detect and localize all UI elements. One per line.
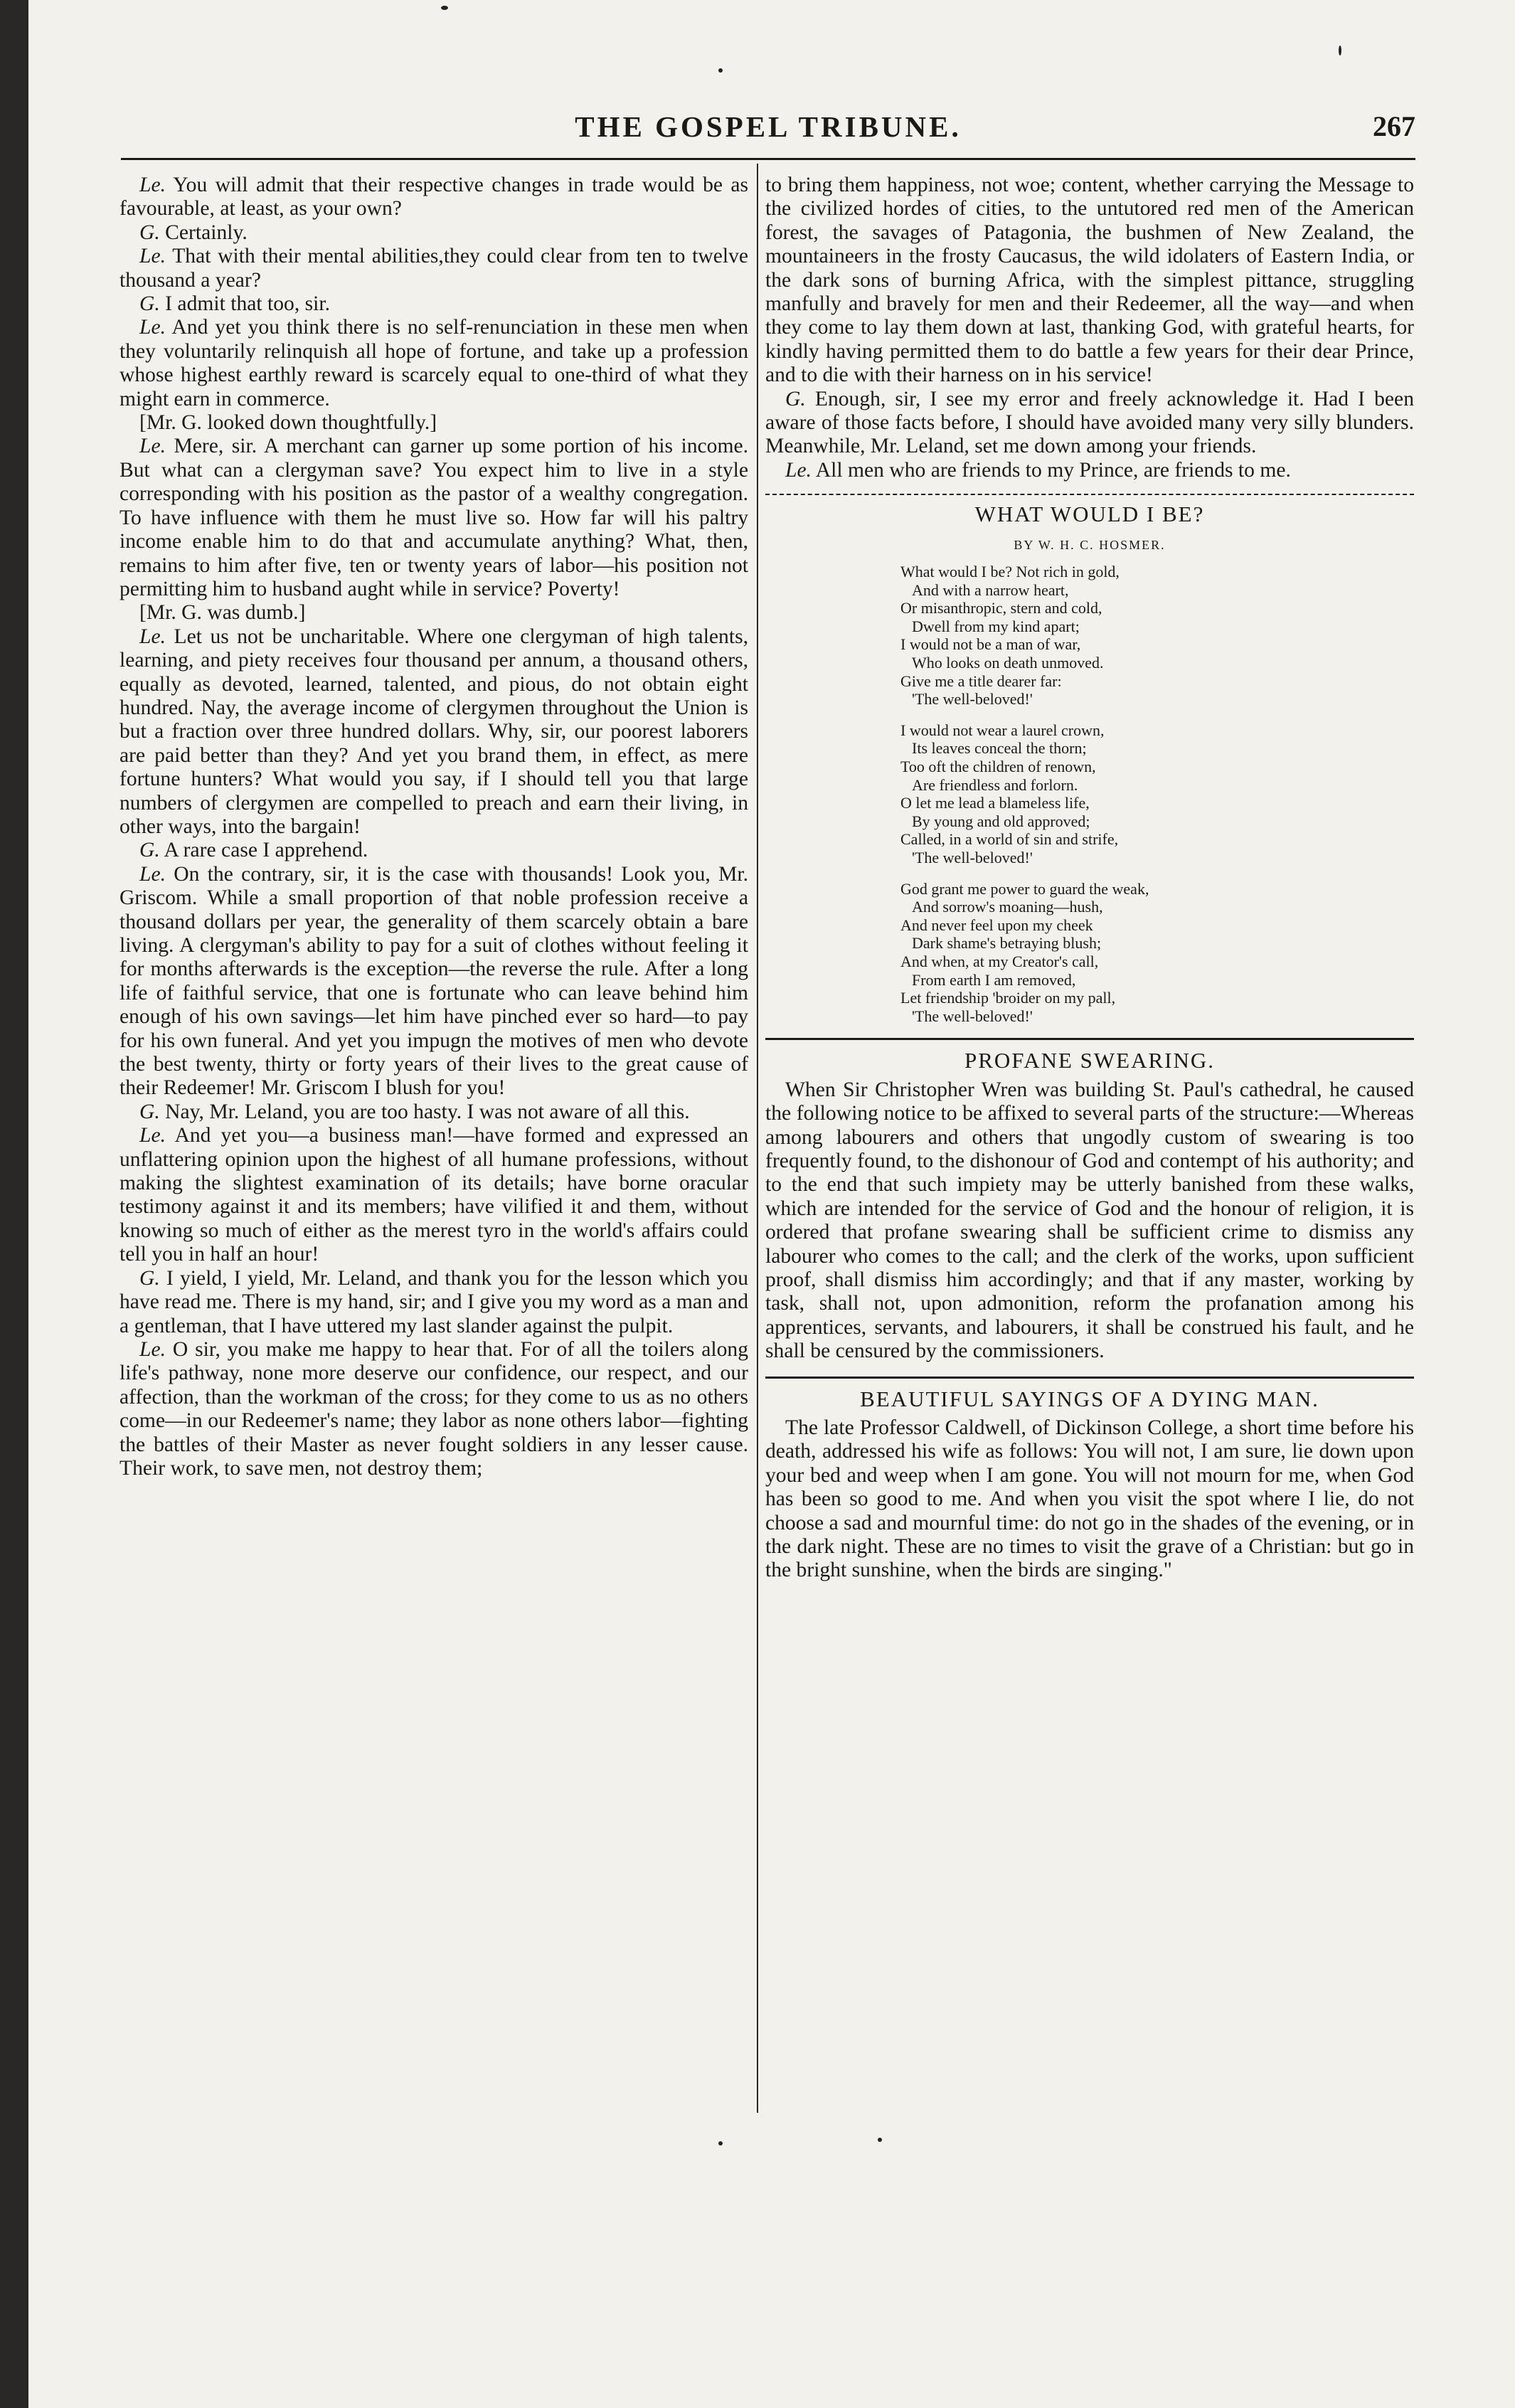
poem-line: Who looks on death unmoved. (912, 654, 1104, 672)
dialogue-text: [Mr. G. looked down thoughtfully.] (139, 411, 437, 435)
poem-body (900, 563, 1414, 1025)
poem-line: 'The well-beloved!' (912, 690, 1033, 709)
binding-edge (0, 0, 28, 2408)
speaker-label: G. (139, 292, 160, 316)
poem-line: From earth I am removed, (912, 970, 1076, 989)
poem-line: 'The well-beloved!' (912, 849, 1033, 866)
poem-line: I would not be a man of war, (900, 635, 1081, 654)
dialogue-text: Enough, sir, I see my error and freely acknowledge it. Had I been aware of those facts before, I should have avoided many very silly blunders. Meanwhile, Mr. Leland, set me down among your friends. (765, 387, 1414, 458)
section-divider (765, 1038, 1414, 1040)
dialogue-text: All men who are friends to my Prince, are friends to me. (812, 458, 1291, 482)
right-column (765, 174, 1414, 1583)
speaker-label: Le. (139, 316, 166, 339)
dialogue-text: And yet you—a business man!—have formed and expressed an unflattering opinion upon the highest of all humane professions, without making the slightest examination of its details; have borne oracular testimony against it and its members; have vilified it and them, without knowing so much of either as the merest tyro in the world's affairs could tell you in half an hour! (119, 1124, 748, 1266)
ink-speck (1339, 46, 1341, 55)
left-column (119, 174, 748, 1480)
poem-line: O let me lead a blameless life, (900, 794, 1090, 812)
speaker-label: Le. (785, 458, 812, 482)
dialogue-paragraph (119, 245, 748, 292)
sayings-body: The late Professor Caldwell, of Dickinson College, a short time before his death, addressed his wife as follows: You will not, I am sure, lie down upon your bed and weep when I am gone. You will not mourn for me, when God has been so good to me. And when you visit the spot where I lie, do not choose a sad and mournful time: do not go in the shades of the evening, or in the dark night. These are no times to visit the grave of a Christian: but go in the bright sunshine, when the birds are singing." (765, 1416, 1414, 1582)
dialogue-text: You will admit that their respective changes in trade would be as favourable, at least, as your own? (119, 174, 748, 221)
poem-line: What would I be? Not rich in gold, (900, 563, 1120, 581)
dialogue-text: I admit that too, sir. (159, 292, 330, 316)
dialogue-paragraph (119, 1124, 748, 1266)
profane-body: When Sir Christopher Wren was building St. Paul's cathedral, he caused the following notice to be affixed to several parts of the structure:—Whereas among labourers and others that ungodly custom of swearing is too frequently found, to the dishonour of God and contempt of his authority; and to the end that such impiety may be utterly banished from these walks, which are intended for the service of God and the honour of religion, it is ordered that profane swearing shall be sufficient crime to dismiss any labourer who comes to the call; and the clerk of the works, upon sufficient proof, shall dismiss him accordingly; and that if any master, working by task, shall not, upon admonition, reform the profanation among his apprentices, servants, and labourers, it shall be construed his fault, and he shall be censured by the commissioners. (765, 1078, 1414, 1363)
poem-line: Or misanthropic, stern and cold, (900, 599, 1102, 617)
speaker-label: G. (139, 1266, 160, 1290)
dialogue-paragraph (119, 411, 748, 435)
poem-line: I would not wear a laurel crown, (900, 721, 1105, 739)
dialogue-paragraph (119, 221, 748, 245)
speaker-label: G. (139, 221, 160, 244)
poem-stanza (900, 721, 1414, 867)
dialogue-text: On the contrary, sir, it is the case with thousands! Look you, Mr. Griscom. While a small proportion of that noble profession receive a thousand dollars per year, the generality of them scarcely obtain a bare living. A clergyman's ability to pay for a suit of clothes without feeling it for months afterwards is the exception—the reverse the rule. After a long life of faithful service, that one is fortunate who can leave behind him enough of his own savings—let him have pinched ever so hard—to pay for his own funeral. And yet you impugn the motives of men who devote the best twenty, thirty or forty years of their lives to the great cause of their Redeemer! Mr. Griscom I blush for you! (119, 862, 748, 1100)
dialogue-paragraph (119, 601, 748, 625)
poem-line: Dwell from my kind apart; (912, 617, 1080, 635)
speaker-label: Le. (139, 625, 166, 648)
dialogue-text: A rare case I apprehend. (159, 839, 368, 862)
profane-title: PROFANE SWEARING. (964, 1048, 1216, 1073)
poem-line: Too oft the children of renown, (900, 758, 1096, 776)
page-header (121, 107, 1415, 157)
sayings-title: BEAUTIFUL SAYINGS OF A DYING MAN. (860, 1386, 1319, 1411)
dialogue-text: Mere, sir. A merchant can garner up some portion of his income. But what can a clergyman save? You expect him to live in a style corresponding with his position as the pastor of a wealthy congregation. To have influence with them he must live so. How far will his paltry income enable him to do that and accumulate anything? What, then, remains to him after five, ten or twenty years of labor—his position not permitting him to husband aught while in service? Poverty! (119, 435, 748, 600)
poem-line: And sorrow's moaning—hush, (912, 898, 1103, 916)
speaker-label: G. (139, 1100, 160, 1123)
poem-line: And with a narrow heart, (912, 580, 1069, 599)
page-number: 267 (1373, 110, 1415, 142)
poem-line: 'The well-beloved!' (912, 1007, 1033, 1025)
section-divider (765, 494, 1414, 495)
speaker-label: Le. (139, 174, 166, 196)
dialogue-paragraph (119, 625, 748, 839)
poem-line: Called, in a world of sin and strife, (900, 830, 1119, 849)
right-dialogue (765, 388, 1414, 483)
header-rule (121, 158, 1415, 160)
speaker-label: G. (785, 387, 806, 410)
dialogue-text: O sir, you make me happy to hear that. For of all the toilers along life's pathway, none more deserve our confidence, our respect, and our affection, than the workman of the cross; for they come to us as no others come—in our Redeemer's name; they labor as none others labor—fighting the battles of their Master as never fought soldiers in any lesser cause. Their work, to save men, not destroy them; (119, 1337, 748, 1480)
ink-speck (718, 68, 723, 73)
dialogue-paragraph (119, 316, 748, 411)
dialogue-paragraph (119, 863, 748, 1100)
dialogue-paragraph (119, 1338, 748, 1480)
dialogue-paragraph (765, 459, 1414, 482)
poem-line: Let friendship 'broider on my pall, (900, 989, 1116, 1007)
poem-line: Dark shame's betraying blush; (912, 934, 1102, 953)
dialogue-paragraph (119, 174, 748, 221)
poem-line: And when, at my Creator's call, (900, 952, 1099, 970)
ink-speck (878, 2138, 882, 2142)
speaker-label: G. (139, 839, 160, 862)
dialogue-text: Nay, Mr. Leland, you are too hasty. I was not aware of all this. (159, 1100, 690, 1123)
poem-line: Are friendless and forlorn. (912, 775, 1078, 794)
dialogue-text: And yet you think there is no self-renunciation in these men when they voluntarily relinquish all hope of fortune, and take up a profession whose highest earthly reward is scarcely equal to one-third of what they might earn in commerce. (119, 316, 748, 410)
running-title: THE GOSPEL TRIBUNE. (575, 110, 962, 143)
dialogue-text: Let us not be uncharitable. Where one clergyman of high talents, learning, and piety receives four thousand per annum, a thousand others, equally as devoted, learned, talented, and pious, do not obtain eight hundred. Nay, the average income of clergymen throughout the Union is but a fraction over three hundred dollars. Why, sir, our poorest laborers are paid better than they? And yet you brand them, in effect, as mere fortune hunters? What would you say, if I should tell you that large numbers of clergymen are compelled to preach and earn their living, in other ways, into the bargain! (119, 625, 748, 838)
poem-stanza (900, 563, 1414, 709)
dialogue-paragraph (119, 1267, 748, 1338)
dialogue-paragraph (119, 1100, 748, 1124)
column-divider (757, 164, 758, 2113)
dialogue-paragraph (119, 839, 748, 862)
poem-line: And never feel upon my cheek (900, 916, 1093, 934)
poem-title: WHAT WOULD I BE? (974, 502, 1205, 527)
dialogue-text: I yield, I yield, Mr. Leland, and thank you for the lesson which you have read me. There is my hand, sir; and I give you my word as a man and a gentleman, that I have uttered my last slander against the pulpit. (119, 1266, 748, 1337)
poem-stanza (900, 880, 1414, 1026)
speaker-label: Le. (139, 1337, 166, 1361)
speaker-label: Le. (139, 435, 166, 458)
poem-line: Give me a title dearer far: (900, 672, 1062, 690)
dialogue-text: That with their mental abilities,they could clear from ten to twelve thousand a year? (119, 245, 748, 292)
section-divider (765, 1377, 1414, 1379)
dialogue-paragraph (765, 388, 1414, 459)
poem-line: Its leaves conceal the thorn; (912, 739, 1087, 758)
dialogue-text: Certainly. (159, 221, 248, 244)
poem-line: By young and old approved; (912, 812, 1090, 830)
poem-line: God grant me power to guard the weak, (900, 879, 1149, 898)
speaker-label: Le. (139, 862, 166, 886)
dialogue-paragraph (119, 435, 748, 601)
speaker-label: Le. (139, 1124, 166, 1147)
speaker-label: Le. (139, 245, 166, 268)
dialogue-paragraph (119, 292, 748, 316)
dialogue-text: [Mr. G. was dumb.] (139, 601, 306, 625)
continuation-paragraph: to bring them happiness, not woe; content, whether carrying the Message to the civilized hordes of cities, to the untutored red men of the American forest, the savages of Patagonia, the bushmen of New Zealand, the mountaineers in the frosty Caucasus, the wild idolaters of Eastern India, or the dark sons of burning Africa, with the simplest pittance, struggling manfully and bravely for men and their Redeemer, all the way—and when they come to lay them down at last, thanking God, with grateful hearts, for kindly having permitted them to do battle a few years for their dear Prince, and to die with their harness on in his service! (765, 174, 1414, 387)
poem-byline: BY W. H. C. HOSMER. (1014, 537, 1166, 552)
ink-speck (441, 6, 448, 10)
ink-speck (718, 2141, 723, 2146)
